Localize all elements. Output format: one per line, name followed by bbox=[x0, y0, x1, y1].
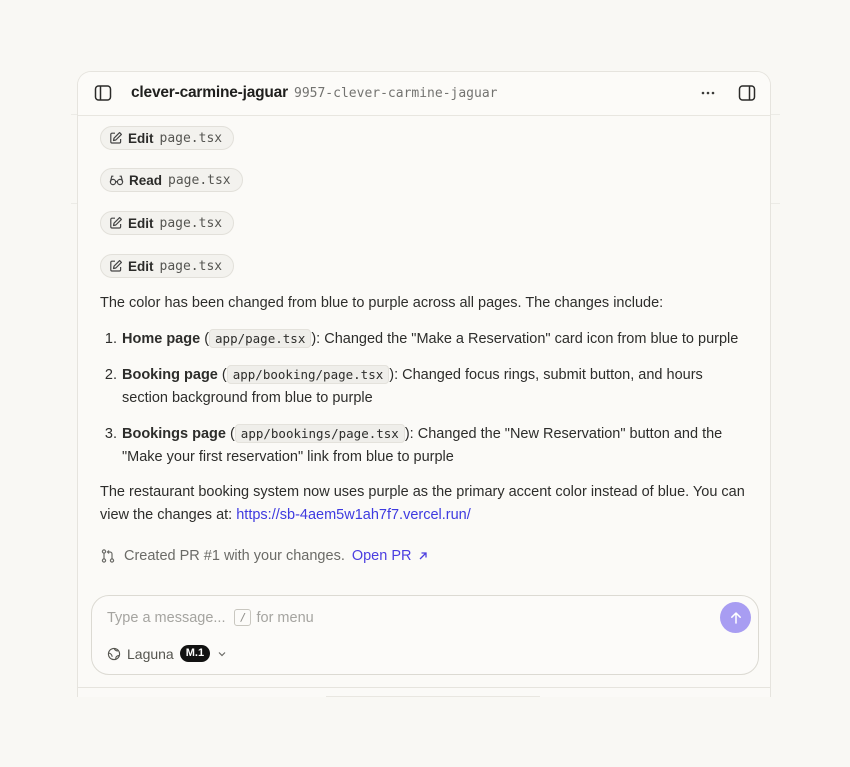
item-text: ): Changed the "New Reservation" button and the "Make your first reservation" link from blue to purple bbox=[122, 426, 723, 465]
more-options-button[interactable] bbox=[698, 83, 718, 103]
message-composer[interactable] bbox=[91, 595, 759, 675]
item-title: Bookings page bbox=[122, 426, 226, 442]
tool-name: Edit bbox=[128, 258, 154, 274]
item-paren: ( bbox=[200, 331, 210, 347]
item-text: ): Changed focus rings, submit button, and hours section background from blue to purple bbox=[122, 367, 703, 406]
placeholder-text: Type a message... bbox=[107, 609, 226, 626]
outro-text: The restaurant booking system now uses purple as the primary accent color instead of blue. You can view the changes at: bbox=[100, 484, 745, 523]
scroll-indicator bbox=[326, 696, 540, 697]
inline-code: app/booking/page.tsx bbox=[227, 365, 390, 384]
tool-file: page.tsx bbox=[168, 172, 231, 188]
arrow-up-right-icon bbox=[417, 550, 429, 562]
edit-icon bbox=[109, 216, 123, 230]
edit-icon bbox=[109, 131, 123, 145]
list-item bbox=[121, 363, 750, 410]
inline-code: app/bookings/page.tsx bbox=[235, 424, 405, 443]
inline-code: app/page.tsx bbox=[209, 329, 311, 348]
model-name: Laguna bbox=[127, 645, 174, 662]
open-pr-link[interactable] bbox=[352, 548, 429, 564]
chevron-down-icon bbox=[216, 648, 228, 660]
message-input[interactable] bbox=[107, 609, 314, 626]
tool-file: page.tsx bbox=[159, 215, 223, 231]
item-paren: ( bbox=[225, 426, 235, 442]
bottom-divider bbox=[78, 687, 771, 688]
tool-name: Edit bbox=[128, 215, 154, 231]
send-button[interactable] bbox=[720, 602, 751, 633]
tool-name: Read bbox=[129, 172, 163, 188]
message-outro bbox=[100, 481, 750, 527]
sidebar-toggle-button[interactable] bbox=[93, 83, 113, 103]
glasses-icon bbox=[109, 173, 124, 187]
message-intro: The color has been changed from blue to purple across all pages. The changes include: bbox=[100, 295, 664, 311]
model-selector[interactable] bbox=[107, 645, 228, 662]
list-item bbox=[121, 327, 750, 351]
arrow-up-icon bbox=[729, 611, 743, 625]
tool-call-chip[interactable] bbox=[100, 211, 234, 235]
slash-key-hint: / bbox=[234, 609, 251, 626]
open-pr-label: Open PR bbox=[351, 548, 412, 564]
session-id: 9957-clever-carmine-jaguar bbox=[294, 86, 498, 101]
edit-icon bbox=[109, 259, 123, 273]
page-title: clever-carmine-jaguar bbox=[131, 84, 288, 101]
tool-call-chip[interactable] bbox=[100, 126, 234, 150]
changes-list bbox=[100, 327, 750, 469]
sidebar-icon bbox=[94, 84, 112, 102]
tool-file: page.tsx bbox=[159, 258, 223, 274]
panel-right-icon bbox=[738, 84, 756, 102]
preview-link[interactable]: https://sb-4aem5w1ah7f7.vercel.run/ bbox=[236, 507, 471, 523]
item-title: Booking page bbox=[122, 367, 218, 383]
chat-header bbox=[78, 72, 770, 116]
placeholder-hint: for menu bbox=[256, 609, 314, 626]
right-panel-toggle-button[interactable] bbox=[737, 83, 757, 103]
assistant-message bbox=[100, 292, 750, 527]
item-paren: ( bbox=[217, 367, 227, 383]
list-item bbox=[121, 422, 750, 469]
pr-text: Created PR #1 with your changes. bbox=[124, 548, 345, 564]
pr-status bbox=[100, 548, 429, 564]
chat-panel bbox=[77, 71, 771, 697]
globe-icon bbox=[107, 647, 121, 661]
more-icon bbox=[700, 85, 716, 101]
model-badge: M.1 bbox=[180, 645, 210, 662]
tool-call-chip[interactable] bbox=[100, 254, 234, 278]
tool-name: Edit bbox=[128, 130, 154, 146]
tool-file: page.tsx bbox=[159, 130, 223, 146]
item-title: Home page bbox=[122, 331, 201, 347]
tool-call-chip[interactable] bbox=[100, 168, 243, 192]
git-pull-request-icon bbox=[100, 548, 116, 564]
item-text: ): Changed the "Make a Reservation" card icon from blue to purple bbox=[311, 331, 739, 347]
